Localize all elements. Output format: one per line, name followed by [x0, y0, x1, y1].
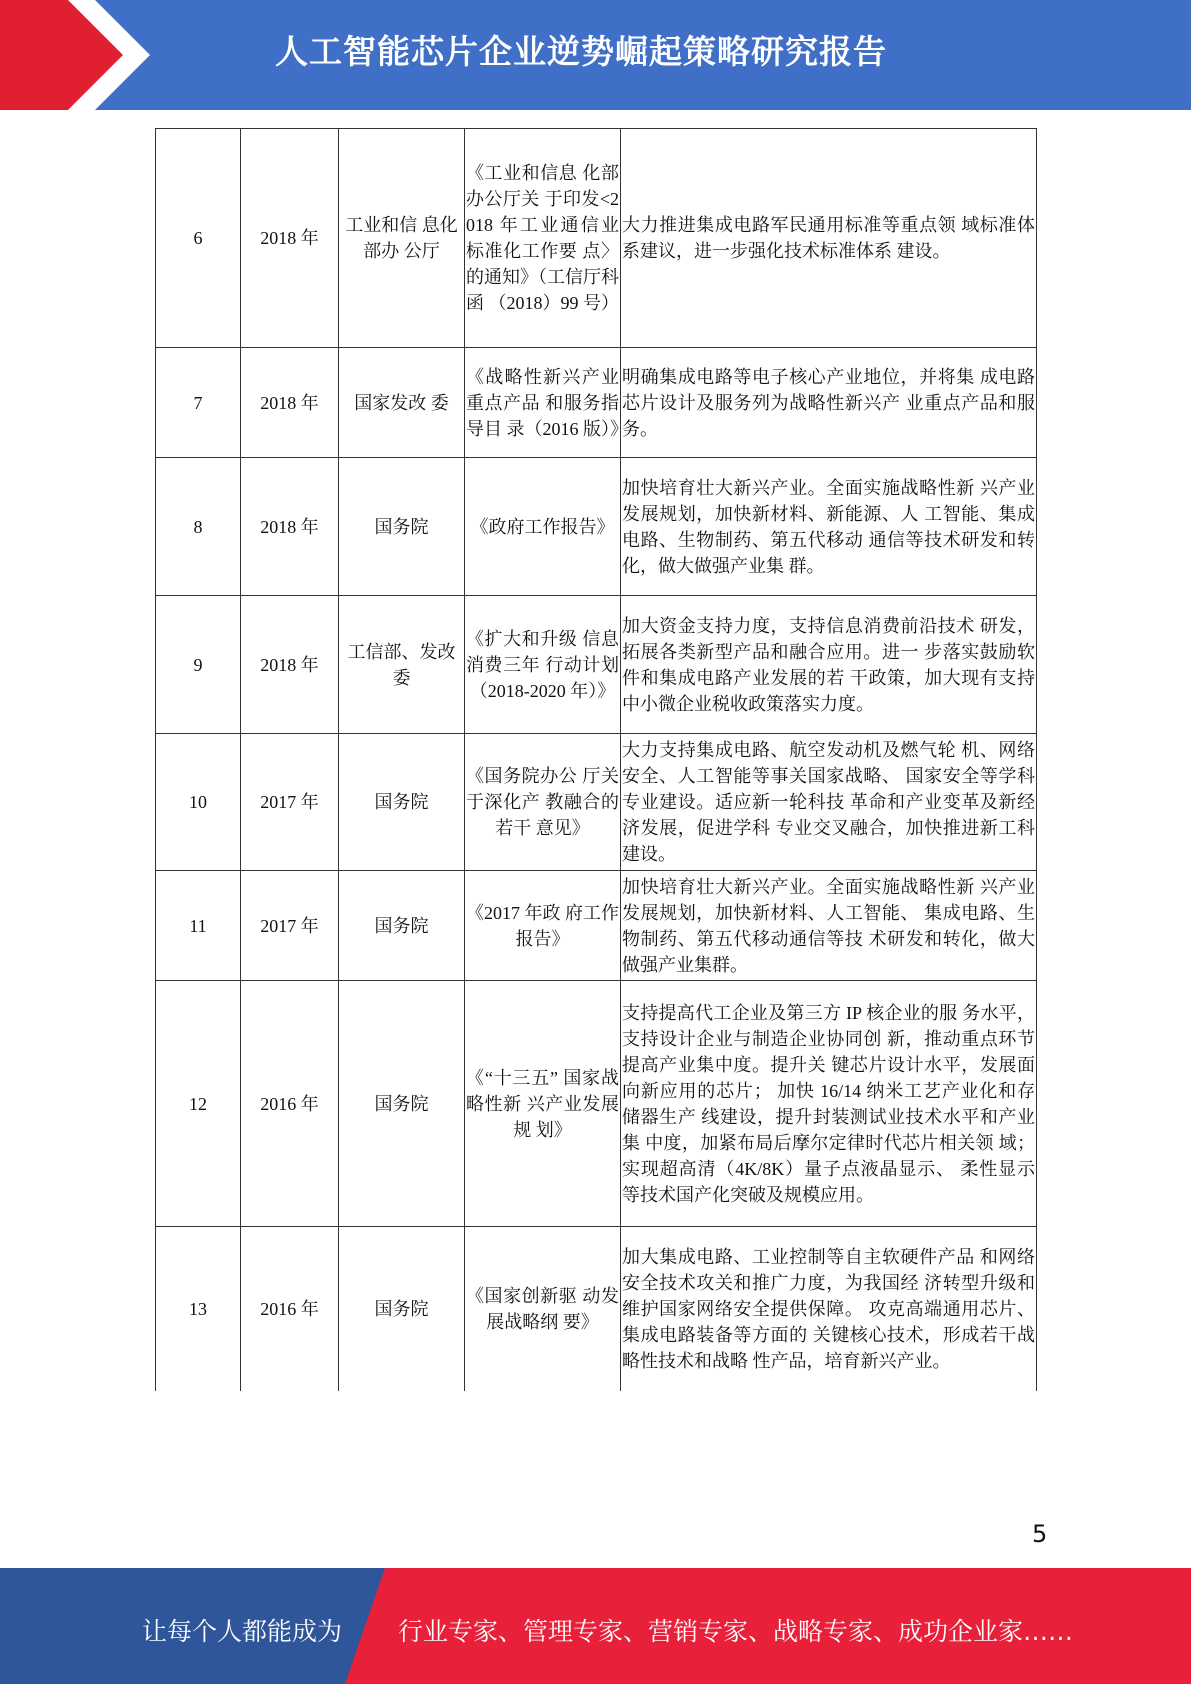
row-number: 10	[156, 734, 241, 871]
page-number: 5	[1032, 1520, 1048, 1548]
row-department: 工业和信 息化部办 公厅	[339, 129, 465, 348]
table-row	[156, 458, 1037, 596]
row-content: 加大资金支持力度，支持信息消费前沿技术 研发，拓展各类新型产品和融合应用。进一 步落实鼓励软件和集成电路产业发展的若 干政策，加大现有支持中小微企业税收政策落实力度。	[621, 596, 1037, 734]
row-content: 支持提高代工企业及第三方 IP 核企业的服 务水平，支持设计企业与制造企业协同创 新，推动重点环节提高产业集中度。提升关 键芯片设计水平，发展面向新应用的芯片； 加快 16/14 纳米工艺产业化和存储器生产 线建设，提升封装测试业技术水平和产业集 中度，加紧布局后摩尔定律时代芯片相关领 域；实现超高清（4K/8K）量子点液晶显示、 柔性显示等技术国产化突破及规模应用。	[621, 981, 1037, 1227]
row-year: 2017 年	[241, 871, 339, 981]
row-content: 大力支持集成电路、航空发动机及燃气轮 机、网络安全、人工智能等事关国家战略、 国家安全等学科专业建设。适应新一轮科技 革命和产业变革及新经济发展，促进学科 专业交叉融合，加快推进新工科建设。	[621, 734, 1037, 871]
row-document: 《扩大和升级 信息消费三年 行动计划 （2018-2020 年）》	[465, 596, 621, 734]
footer-slogan-right: 行业专家、管理专家、营销专家、战略专家、成功企业家……	[398, 1617, 1074, 1646]
policy-table	[155, 128, 1037, 1391]
row-year: 2016 年	[241, 1227, 339, 1391]
header-banner	[0, 0, 1191, 110]
row-content: 加快培育壮大新兴产业。全面实施战略性新 兴产业发展规划，加快新材料、新能源、人 工智能、集成电路、生物制药、第五代移动 通信等技术研发和转化，做大做强产业集 群。	[621, 458, 1037, 596]
row-year: 2018 年	[241, 129, 339, 348]
row-department: 国务院	[339, 981, 465, 1227]
row-year: 2016 年	[241, 981, 339, 1227]
row-content: 加大集成电路、工业控制等自主软硬件产品 和网络安全技术攻关和推广力度，为我国经 济转型升级和维护国家网络安全提供保障。 攻克高端通用芯片、集成电路装备等方面的 关键核心技术，形成若干战略性技术和战略 性产品，培育新兴产业。	[621, 1227, 1037, 1391]
row-year: 2018 年	[241, 596, 339, 734]
row-department: 国务院	[339, 1227, 465, 1391]
row-year: 2018 年	[241, 458, 339, 596]
row-number: 12	[156, 981, 241, 1227]
table-row	[156, 1227, 1037, 1391]
row-document: 《“十三五” 国家战略性新 兴产业发展规 划》	[465, 981, 621, 1227]
row-number: 8	[156, 458, 241, 596]
footer-slogan-left: 让每个人都能成为	[142, 1617, 343, 1646]
row-document: 《工业和信息 化部办公厅关 于印发<2018 年工业通信业 标准化工作要 点〉的通知》（工信厅科函 （2018）99 号）	[465, 129, 621, 348]
row-document: 《2017 年政 府工作报告》	[465, 871, 621, 981]
table-row	[156, 348, 1037, 458]
table-row	[156, 734, 1037, 871]
report-title: 人工智能芯片企业逆势崛起策略研究报告	[275, 32, 887, 71]
row-content: 大力推进集成电路军民通用标准等重点领 域标准体系建议，进一步强化技术标准体系 建设。	[621, 129, 1037, 348]
row-document: 《政府工作报告》	[465, 458, 621, 596]
row-number: 7	[156, 348, 241, 458]
row-number: 6	[156, 129, 241, 348]
row-number: 9	[156, 596, 241, 734]
row-number: 11	[156, 871, 241, 981]
row-content: 加快培育壮大新兴产业。全面实施战略性新 兴产业发展规划，加快新材料、人工智能、 集成电路、生物制药、第五代移动通信等技 术研发和转化，做大做强产业集群。	[621, 871, 1037, 981]
table-row	[156, 596, 1037, 734]
table-row	[156, 981, 1037, 1227]
row-department: 国务院	[339, 734, 465, 871]
row-content: 明确集成电路等电子核心产业地位，并将集 成电路芯片设计及服务列为战略性新兴产 业重点产品和服务。	[621, 348, 1037, 458]
row-year: 2018 年	[241, 348, 339, 458]
row-number: 13	[156, 1227, 241, 1391]
row-year: 2017 年	[241, 734, 339, 871]
row-department: 国务院	[339, 871, 465, 981]
row-document: 《国务院办公 厅关于深化产 教融合的若干 意见》	[465, 734, 621, 871]
row-department: 国家发改 委	[339, 348, 465, 458]
header-red-arrow-decoration	[0, 0, 150, 110]
row-document: 《战略性新兴产业重点产品 和服务指导目 录（2016 版）》	[465, 348, 621, 458]
row-document: 《国家创新驱 动发展战略纲 要》	[465, 1227, 621, 1391]
row-department: 国务院	[339, 458, 465, 596]
table-row	[156, 129, 1037, 348]
table-row	[156, 871, 1037, 981]
footer-banner	[0, 1568, 1191, 1684]
row-department: 工信部、发改委	[339, 596, 465, 734]
